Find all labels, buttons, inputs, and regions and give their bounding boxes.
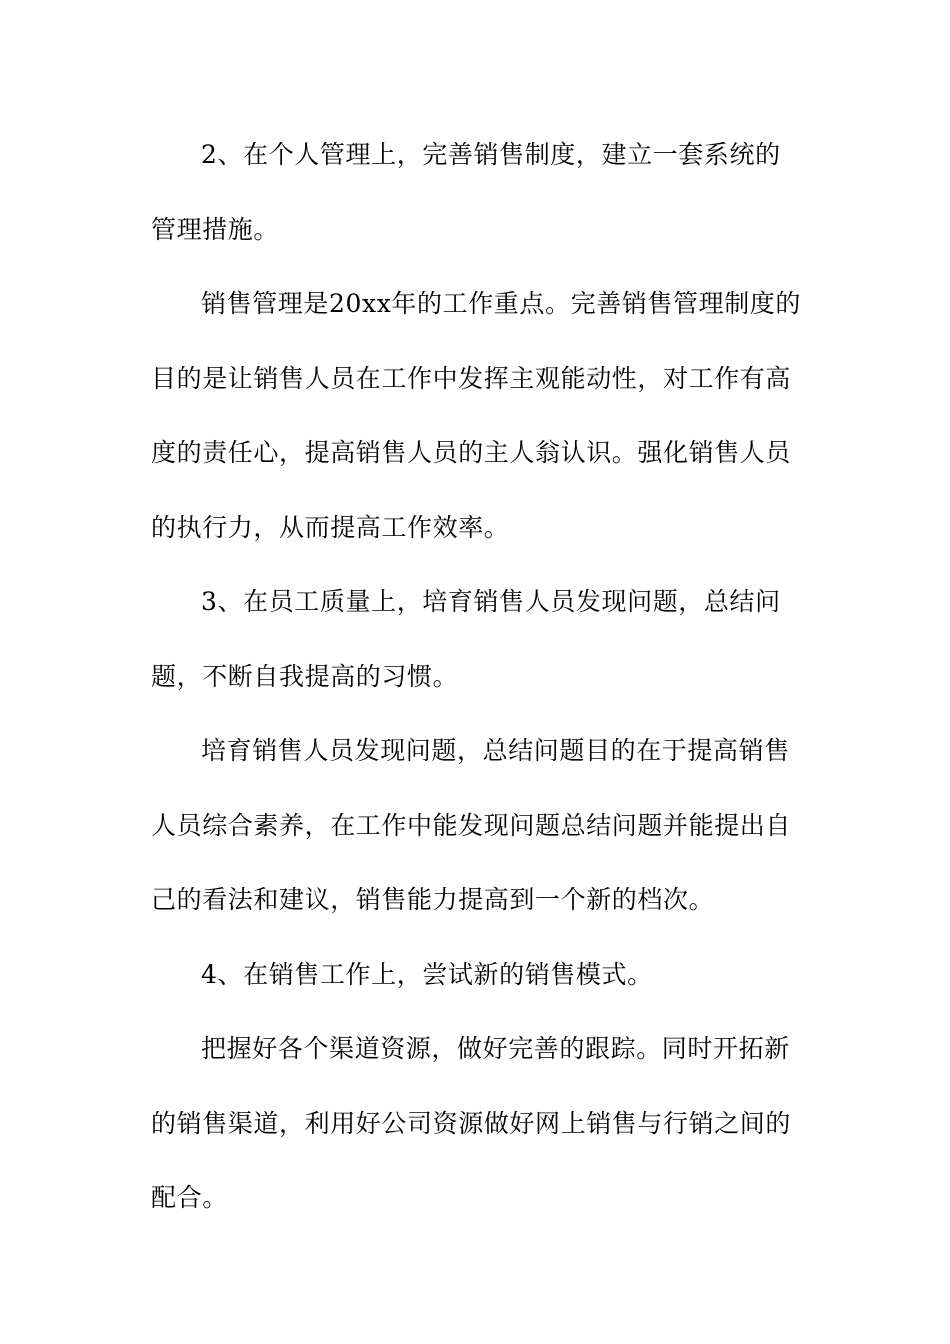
document-body — [151, 118, 801, 1236]
paragraph-sales-management: 销售管理是20xx年的工作重点。完善销售管理制度的目的是让销售人员在工作中发挥主观能动性，对工作有高度的责任心，提高销售人员的主人翁认识。强化销售人员的执行力，从而提高工作效率。 — [151, 289, 802, 542]
paragraph-item-4-heading: 4、在销售工作上，尝试新的销售模式。 — [201, 959, 653, 989]
paragraph-item-2-heading: 2、在个人管理上，完善销售制度，建立一套系统的管理措施。 — [151, 140, 781, 244]
paragraph-channel-resources: 把握好各个渠道资源，做好完善的跟踪。同时开拓新的销售渠道，利用好公司资源做好网上销售与行销之间的配合。 — [151, 1034, 792, 1212]
paragraph-item-3-heading: 3、在员工质量上，培育销售人员发现问题，总结问题，不断自我提高的习惯。 — [151, 587, 781, 691]
paragraph-problem-finding: 培育销售人员发现问题，总结问题目的在于提高销售人员综合素养，在工作中能发现问题总结问题并能提出自己的看法和建议，销售能力提高到一个新的档次。 — [151, 736, 792, 914]
